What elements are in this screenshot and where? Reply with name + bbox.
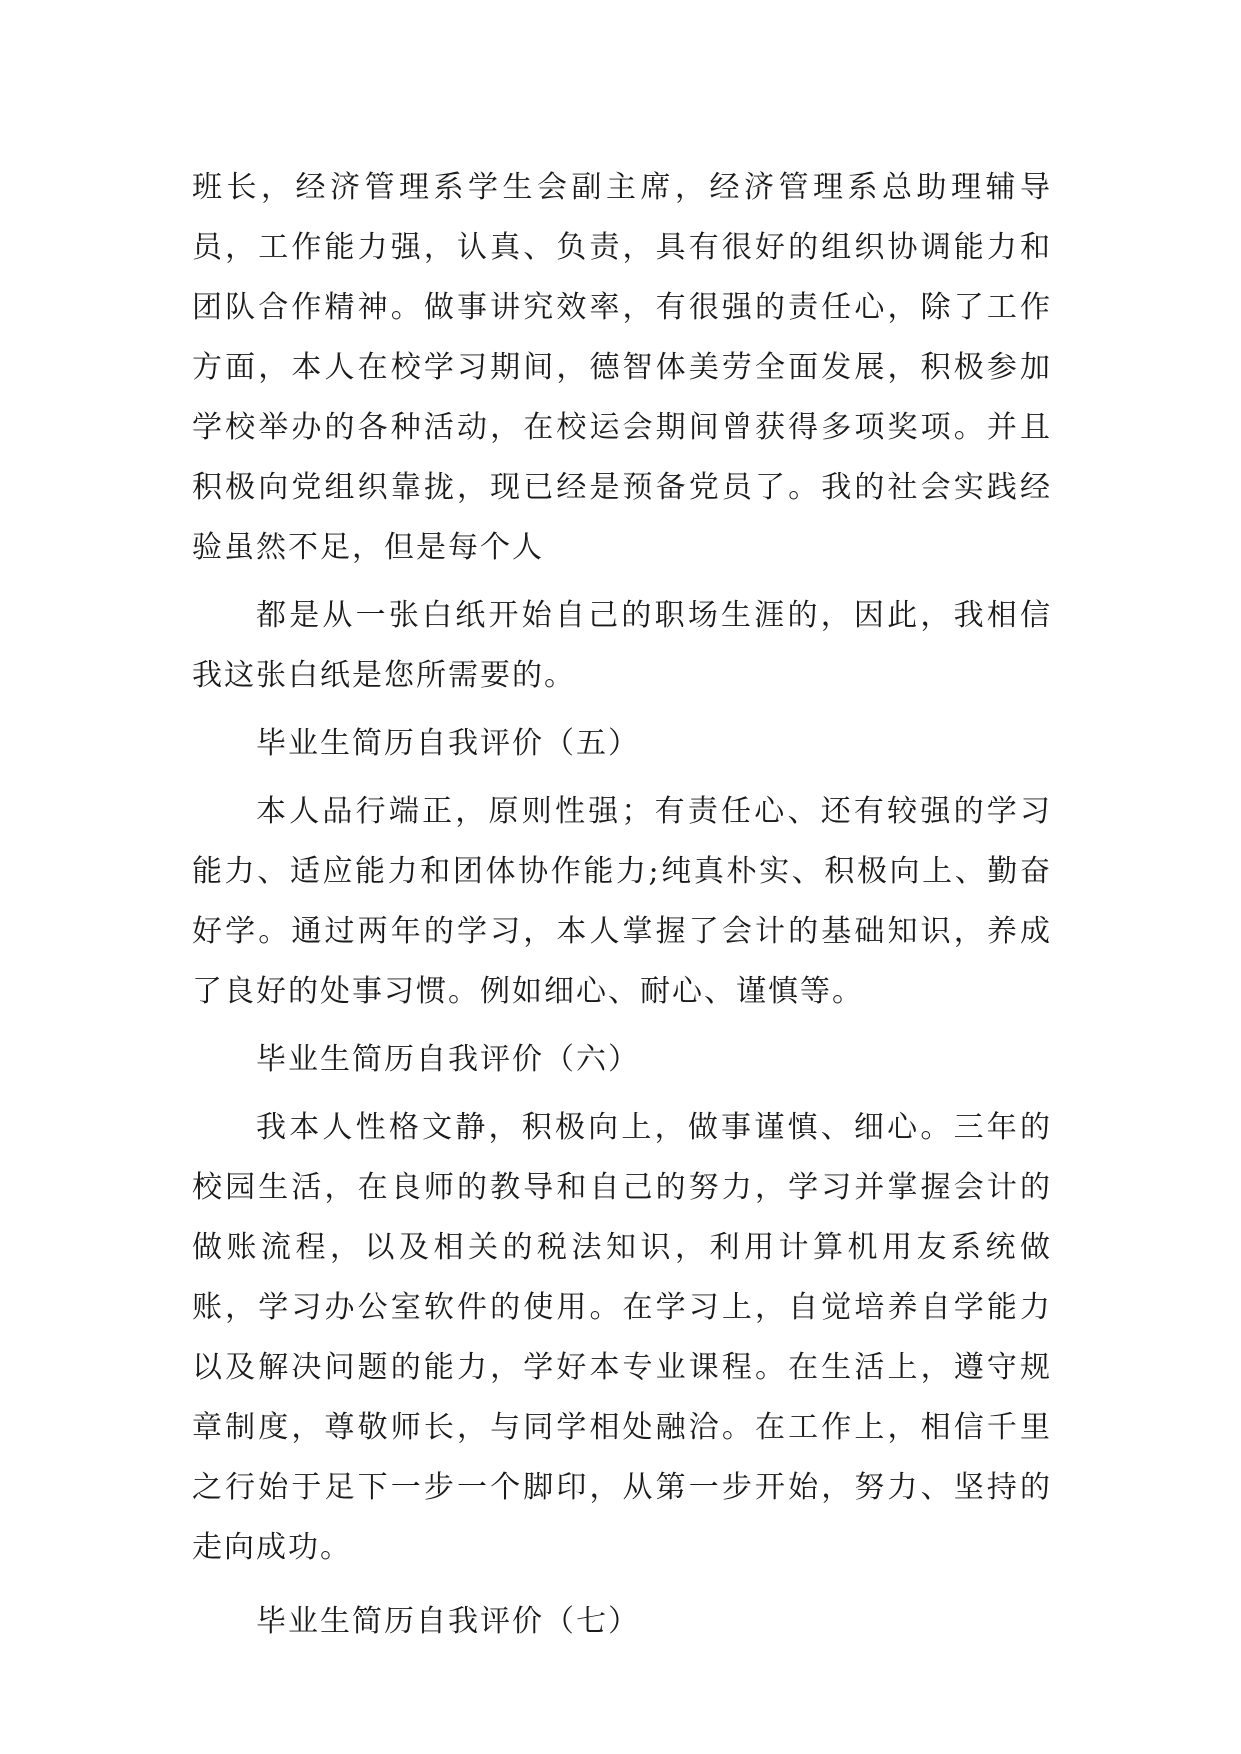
document-body (192, 158, 1052, 1652)
section-heading: 毕业生简历自我评价（七） (256, 1604, 640, 1639)
section-body: 我本人性格文静，积极向上，做事谨慎、细心。三年的校园生活，在良师的教导和自己的努力，学习并掌握会计的做账流程，以及相关的税法知识，利用计算机用友系统做账，学习办公室软件的使用。在学习上，自觉培养自学能力以及解决问题的能力，学好本专业课程。在生活上，遵守规章制度，尊敬师长，与同学相处融洽。在工作上，相信千里之行始于足下一步一个脚印，从第一步开始，努力、坚持的走向成功。 (192, 1110, 1052, 1565)
paragraph-spacer (192, 578, 1052, 586)
paragraph-spacer (192, 706, 1052, 714)
section-body: 本人品行端正，原则性强；有责任心、还有较强的学习能力、适应能力和团体协作能力;纯真朴实、积极向上、勤奋好学。通过两年的学习，本人掌握了会计的基础知识，养成了良好的处事习惯。例如细心、耐心、谨慎等。 (192, 794, 1052, 1009)
paragraph-spacer (192, 774, 1052, 782)
paragraph: 都是从一张白纸开始自己的职场生涯的，因此，我相信我这张白纸是您所需要的。 (192, 598, 1052, 693)
paragraph-spacer (192, 1090, 1052, 1098)
paragraph-continued: 班长，经济管理系学生会副主席，经济管理系总助理辅导员，工作能力强，认真、负责，具有很好的组织协调能力和团队合作精神。做事讲究效率，有很强的责任心，除了工作方面，本人在校学习期间，德智体美劳全面发展，积极参加学校举办的各种活动，在校运会期间曾获得多项奖项。并且积极向党组织靠拢，现已经是预备党员了。我的社会实践经验虽然不足，但是每个人 (192, 170, 1052, 565)
section-heading: 毕业生简历自我评价（六） (256, 1042, 640, 1077)
paragraph-spacer (192, 1578, 1052, 1592)
paragraph-spacer (192, 1022, 1052, 1030)
section-heading: 毕业生简历自我评价（五） (256, 726, 640, 761)
